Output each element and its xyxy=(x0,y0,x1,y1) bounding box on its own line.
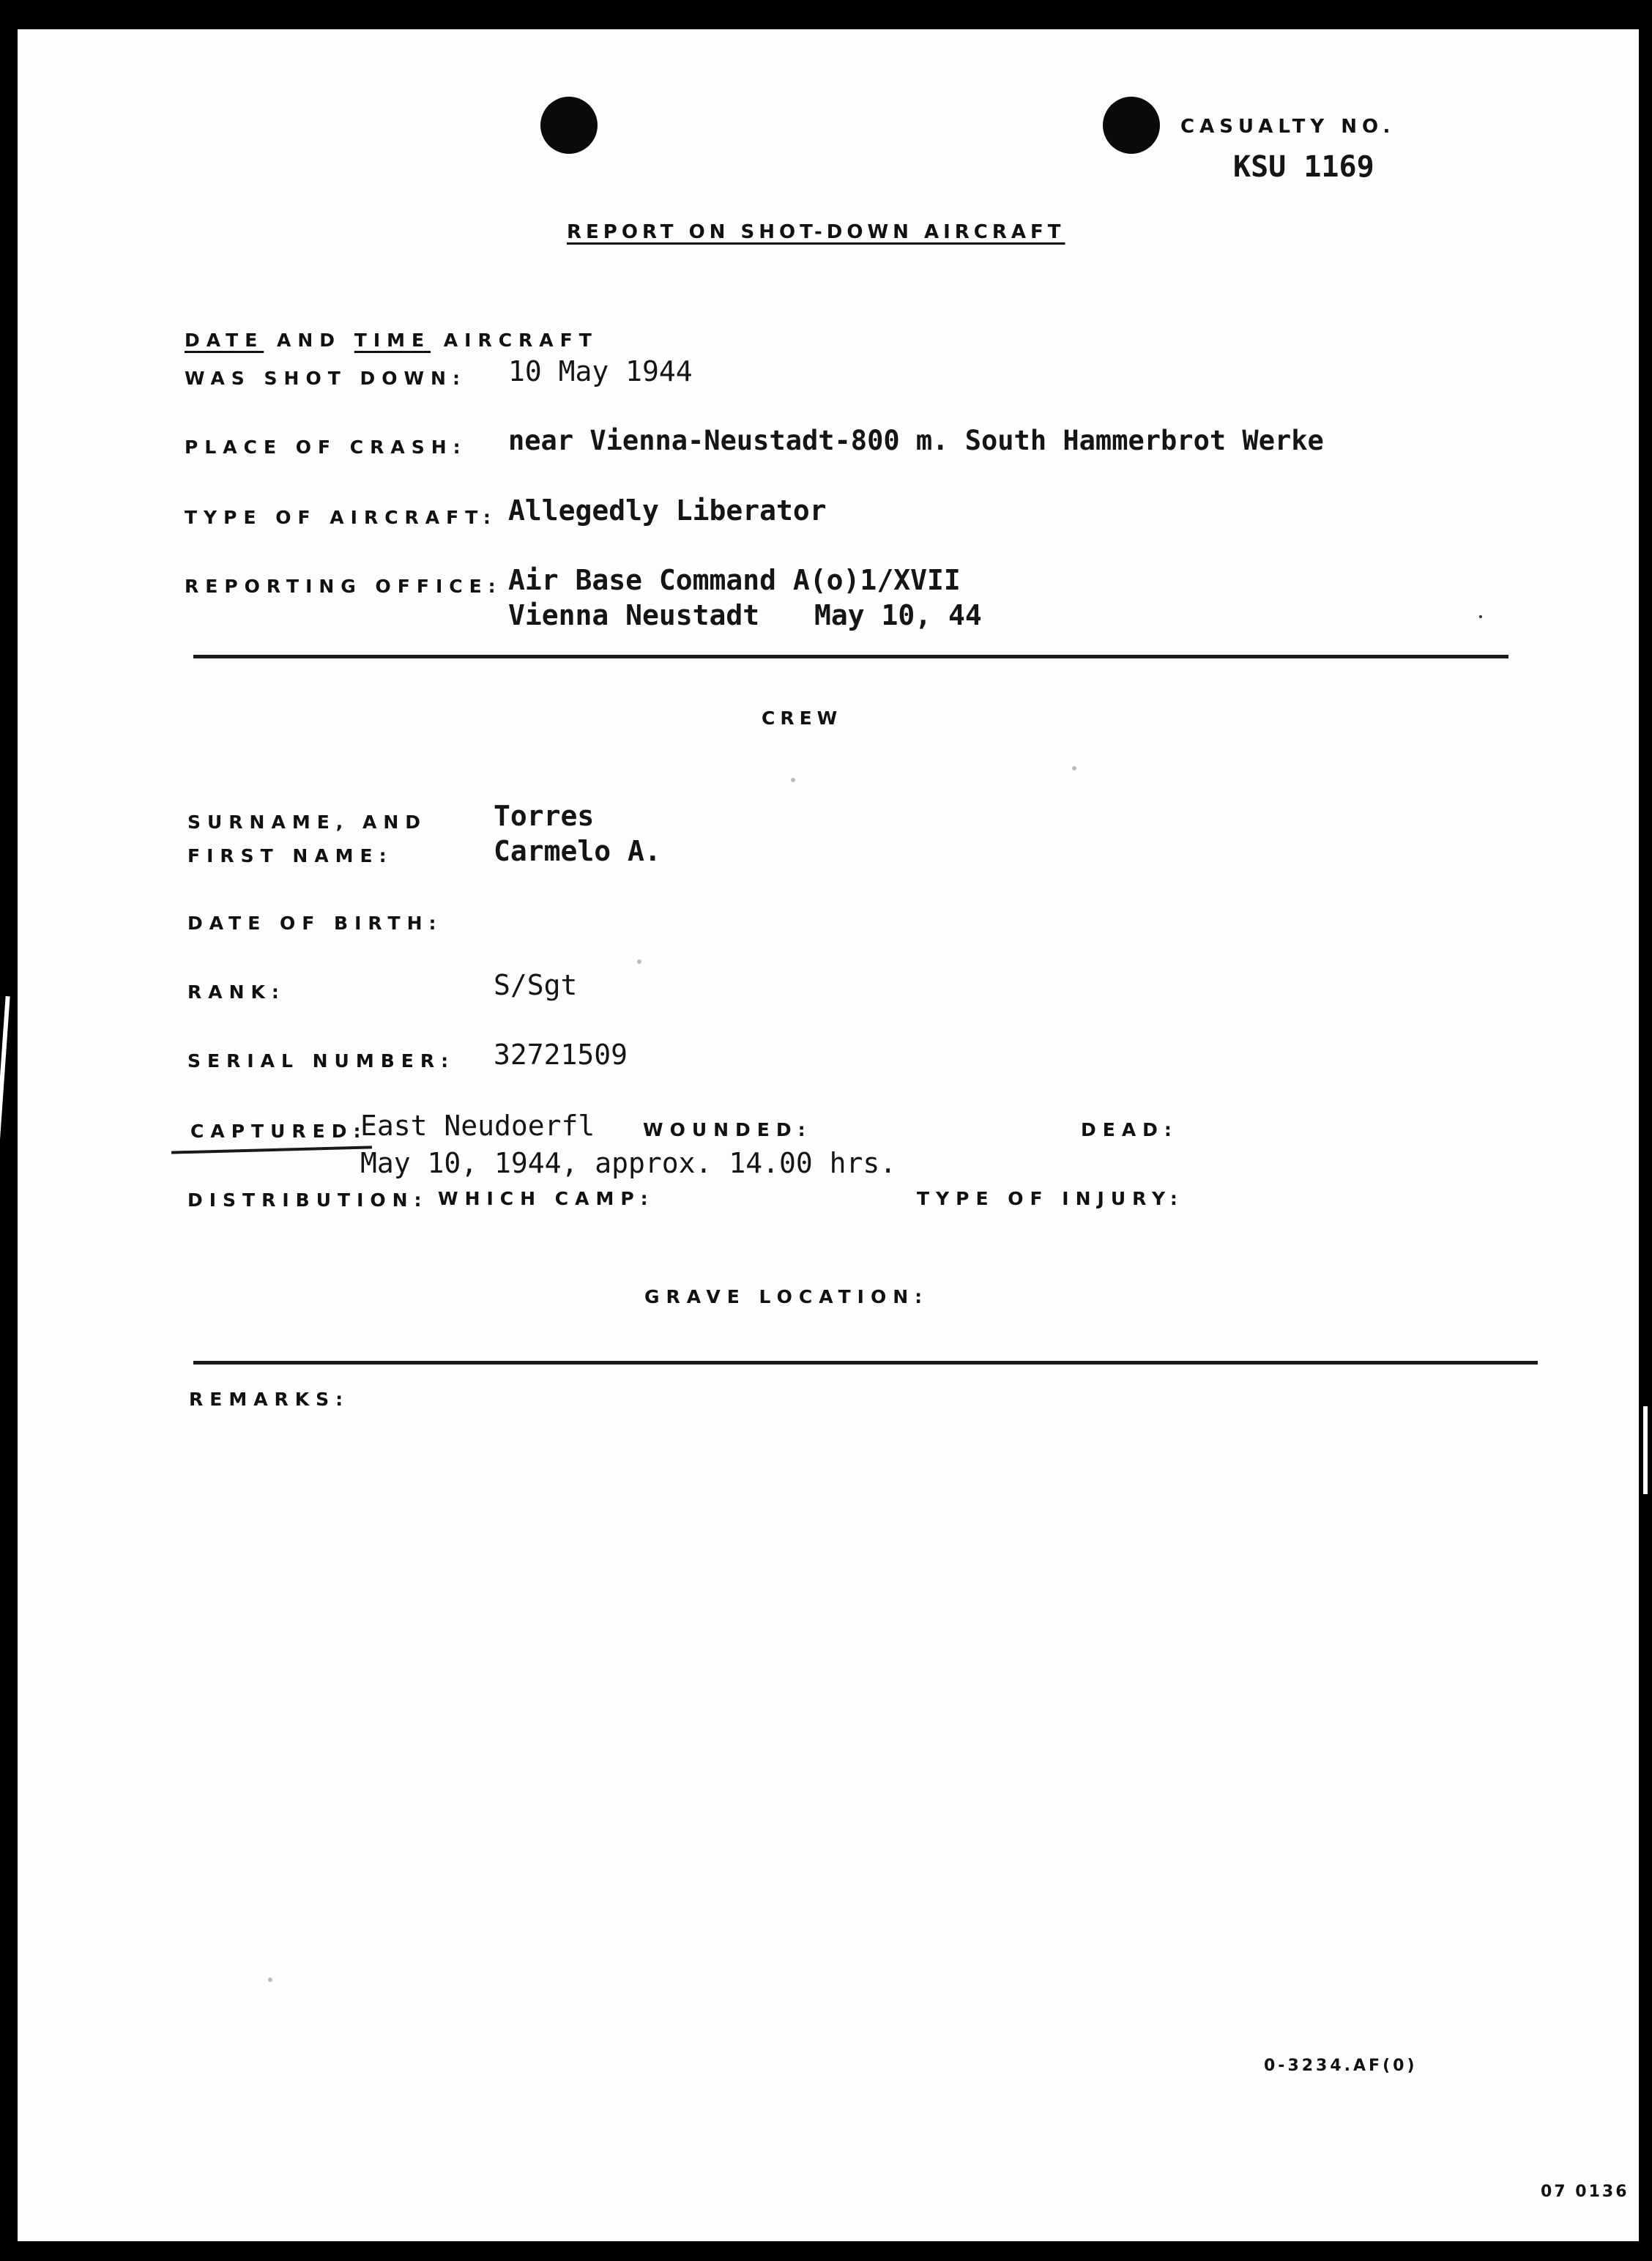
date-label-and-word: AND xyxy=(277,330,342,351)
surname-value: Torres xyxy=(494,800,595,832)
scan-speck xyxy=(1479,615,1482,618)
section-divider-bottom xyxy=(193,1361,1538,1365)
casualty-number-label: CASUALTY NO. xyxy=(1180,116,1396,138)
wounded-label: WOUNDED: xyxy=(643,1119,812,1140)
date-label-date-word: DATE xyxy=(185,330,264,351)
reporting-office-value-line1: Air Base Command A(o)1/XVII xyxy=(508,564,961,596)
date-of-birth-label: DATE OF BIRTH: xyxy=(187,913,443,934)
scan-speck xyxy=(1072,766,1076,771)
place-of-crash-label: PLACE OF CRASH: xyxy=(185,437,467,458)
captured-underline xyxy=(171,1146,372,1154)
form-number: 0-3234.AF(0) xyxy=(1264,2057,1418,2075)
punch-hole-right xyxy=(1103,97,1160,154)
reporting-office-value-place: Vienna Neustadt xyxy=(508,599,760,631)
report-page xyxy=(18,29,1639,2241)
corner-code: 07 0136 xyxy=(1541,2183,1629,2201)
punch-hole-left xyxy=(540,97,598,154)
rank-value: S/Sgt xyxy=(494,969,578,1001)
place-of-crash-value: near Vienna-Neustadt-800 m. South Hammerbrot Werke xyxy=(508,425,1324,456)
date-label-time-word: TIME xyxy=(354,330,431,351)
crew-heading: CREW xyxy=(762,708,843,729)
remarks-label: REMARKS: xyxy=(189,1389,350,1410)
type-of-aircraft-value: Allegedly Liberator xyxy=(508,494,827,527)
scan-speck xyxy=(791,778,795,782)
grave-location-label: GRAVE LOCATION: xyxy=(644,1286,929,1307)
which-camp-label: WHICH CAMP: xyxy=(438,1188,655,1209)
captured-date-value: May 10, 1944, approx. 14.00 hrs. xyxy=(360,1147,897,1179)
dead-label: DEAD: xyxy=(1081,1119,1178,1140)
first-name-value: Carmelo A. xyxy=(494,835,661,867)
scan-edge-mark xyxy=(1643,1406,1648,1494)
report-title: REPORT ON SHOT-DOWN AIRCRAFT xyxy=(567,221,1065,243)
surname-label: SURNAME, AND xyxy=(187,812,428,833)
reporting-office-label: REPORTING OFFICE: xyxy=(185,576,502,597)
reporting-office-value-date: May 10, 44 xyxy=(814,599,982,631)
rank-label: RANK: xyxy=(187,981,286,1003)
date-label-aircraft-word: AIRCRAFT xyxy=(443,330,598,351)
scan-speck xyxy=(637,959,641,964)
type-of-injury-label: TYPE OF INJURY: xyxy=(917,1188,1184,1209)
section-divider-top xyxy=(193,655,1508,658)
first-name-label: FIRST NAME: xyxy=(187,845,393,866)
casualty-number: KSU 1169 xyxy=(1233,150,1374,184)
type-of-aircraft-label: TYPE OF AIRCRAFT: xyxy=(185,507,497,528)
scan-edge-mark xyxy=(0,996,10,1157)
serial-number-label: SERIAL NUMBER: xyxy=(187,1050,455,1072)
distribution-label: DISTRIBUTION: xyxy=(187,1189,428,1211)
scan-speck xyxy=(268,1978,272,1982)
date-label-line2: WAS SHOT DOWN: xyxy=(185,368,466,389)
serial-number-value: 32721509 xyxy=(494,1039,628,1071)
date-shot-down-value: 10 May 1944 xyxy=(508,355,693,387)
date-label-line1 xyxy=(185,330,598,351)
captured-label: CAPTURED: xyxy=(190,1121,368,1142)
captured-place-value: East Neudoerfl xyxy=(360,1110,595,1142)
